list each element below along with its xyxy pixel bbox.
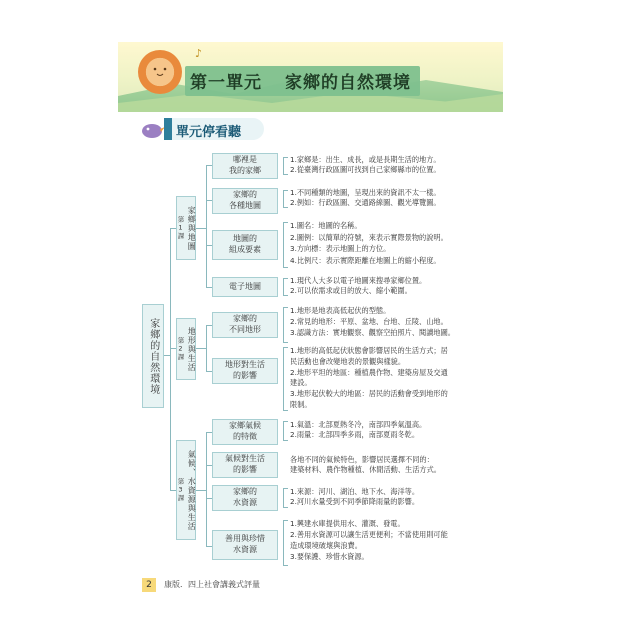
topic-items — [290, 188, 441, 209]
list-item: 限制。 — [290, 399, 312, 409]
brace — [283, 222, 288, 268]
lesson-2-box — [176, 318, 196, 380]
topic-label: 家鄉的 各種地圖 — [229, 190, 261, 210]
list-item: 1.家鄉是：出生、成長，或是長期生活的地方。 — [290, 155, 441, 164]
list-item: 建設。 — [290, 378, 312, 388]
topic-items — [290, 276, 426, 297]
topic-items — [290, 420, 426, 441]
brace — [283, 520, 288, 566]
topic-items — [290, 518, 448, 563]
page-number: 2 — [142, 578, 156, 592]
connector-line — [196, 348, 206, 349]
list-item: 1.現代人大多以電子地圖來搜尋家鄉位置。 — [290, 276, 427, 285]
list-item: 3.認識方法：實地觀察、觀察空拍照片、閱讀地圖。 — [290, 328, 455, 338]
list-item: 民活動也會改變地表的景觀與樣貌。 — [290, 356, 406, 366]
topic-box — [212, 485, 278, 511]
list-item: 4.比例尺：表示實際距離在地圖上的縮小程度。 — [290, 255, 441, 265]
lion-face-icon — [151, 66, 169, 78]
topic-items — [290, 305, 455, 338]
topic-label: 哪裡是 我的家鄉 — [229, 155, 261, 175]
topic-label: 地形對生活 的影響 — [225, 360, 265, 380]
topic-box — [212, 530, 278, 560]
connector-line — [170, 228, 171, 490]
footer-text: 康版．四上社會講義式評量 — [164, 580, 260, 589]
topic-label: 家鄉的 水資源 — [233, 487, 257, 507]
list-item: 2.圖例：以簡單的符號，來表示實際景物的說明。 — [290, 232, 448, 242]
lesson-3-box — [176, 440, 196, 540]
brace — [283, 157, 288, 175]
topic-items — [290, 220, 448, 266]
brace — [283, 190, 288, 208]
unit-label: 第一單元 — [190, 73, 262, 93]
lion-icon — [138, 50, 182, 94]
topic-box — [212, 312, 278, 338]
connector-line — [206, 165, 207, 287]
list-item: 建築材料、農作物種植、休閒活動、生活方式。 — [290, 465, 441, 475]
list-item: 1.圖名：地圖的名稱。 — [290, 221, 362, 230]
topic-label: 氣候對生活 的影響 — [225, 454, 265, 474]
list-item: 2.地形平坦的地區：種植農作物、建築房屋及交通 — [290, 367, 448, 377]
connector-line — [206, 325, 207, 371]
brace — [283, 488, 288, 508]
topic-items — [290, 487, 419, 508]
topic-box — [212, 452, 278, 478]
section-title: 單元停看聽 — [176, 125, 242, 140]
brace — [283, 347, 288, 411]
topic-box — [212, 153, 278, 179]
list-item: 2.常見的地形：平原、盆地、台地、丘陵、山地。 — [290, 317, 448, 327]
topic-label: 家鄉氣候 的特徵 — [229, 421, 261, 441]
lesson-1-label: 家鄉與地圖 — [187, 205, 197, 251]
list-item: 2.善用水資源可以讓生活更便利；不當使用則可能 — [290, 530, 448, 540]
topic-box — [212, 230, 278, 260]
list-item: 造成環境破壞與浪費。 — [290, 541, 362, 551]
connector-line — [196, 228, 206, 229]
lesson-3-label: 氣候、水資源與生活 — [187, 449, 197, 531]
topic-items — [290, 346, 448, 411]
list-item: 1.興建水庫提供用水、灌溉、發電。 — [290, 519, 405, 528]
music-note-icon: ♪ — [195, 47, 203, 60]
lesson-3-number: 第3課 — [176, 478, 185, 502]
topic-box — [212, 419, 278, 445]
list-item: 1.不同種類的地圖，呈現出來的資訊不太一樣。 — [290, 188, 441, 197]
page-title: 家鄉的自然環境 — [285, 73, 411, 93]
brace — [283, 421, 288, 441]
list-item: 2.雨量：北部四季多雨，南部夏雨冬乾。 — [290, 430, 420, 440]
list-item: 2.河川水量受到不同季節降雨量的影響。 — [290, 497, 420, 507]
connector-line — [206, 432, 207, 546]
topic-items — [290, 155, 441, 176]
brace — [283, 278, 288, 296]
topic-label: 善用與珍惜 水資源 — [225, 534, 265, 554]
topic-label: 家鄉的 不同地形 — [229, 314, 261, 334]
list-item: 1.來源：河川、湖泊、地下水、海洋等。 — [290, 487, 420, 496]
list-item: 3.要保護、珍惜水資源。 — [290, 552, 369, 562]
topic-box — [212, 358, 278, 384]
list-item: 各地不同的氣候特色，影響居民選擇不同的： — [290, 455, 434, 464]
list-item: 1.地形是地表高低起伏的型態。 — [290, 306, 391, 315]
list-item: 3.方向標：表示地圖上的方位。 — [290, 244, 391, 254]
lesson-1-number: 第1課 — [176, 216, 185, 240]
lesson-2-number: 第2課 — [176, 337, 185, 361]
topic-label: 地圖的 組成要素 — [229, 234, 261, 254]
lesson-2-label: 地形與生活 — [187, 326, 197, 372]
list-item: 2.例如：行政區圖、交通路線圖、觀光導覽圖。 — [290, 198, 441, 208]
topic-box — [212, 188, 278, 214]
list-item: 2.可以依需求或目的放大、縮小範圍。 — [290, 286, 412, 296]
lesson-1-box — [176, 196, 196, 260]
list-item: 3.地形起伏較大的地區：居民的活動會受到地形的 — [290, 389, 448, 399]
list-item: 1.地形的高低起伏狀態會影響居民的生活方式；居 — [290, 346, 448, 355]
topic-items — [290, 455, 441, 476]
root-topic-box: 家鄉的自然環境 — [142, 304, 164, 408]
list-item: 1.氣溫：北部夏熱冬冷，南部四季氣溫高。 — [290, 420, 427, 429]
bird-icon — [138, 118, 166, 140]
brace — [283, 307, 288, 343]
connector-line — [196, 490, 206, 491]
list-item: 2.從臺灣行政區圖可找到自己家鄉縣市的位置。 — [290, 165, 441, 175]
topic-box — [212, 277, 278, 297]
topic-label: 電子地圖 — [229, 281, 261, 291]
